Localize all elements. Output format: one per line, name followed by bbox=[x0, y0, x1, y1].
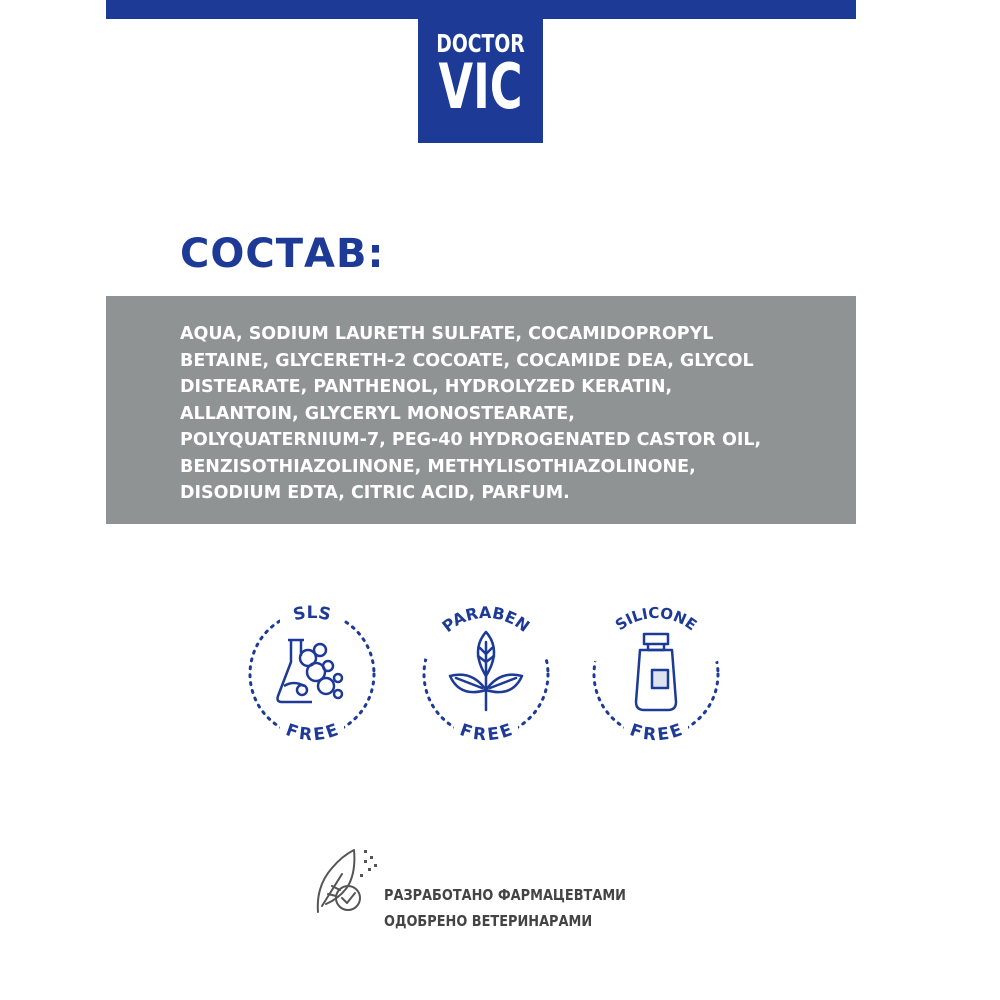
footer-claims bbox=[384, 882, 626, 934]
badge-top-label: PARABEN bbox=[438, 602, 534, 637]
feather-check-icon bbox=[308, 846, 382, 920]
footer-line-pharmacists: РАЗРАБОТАНО ФАРМАЦЕВТАМИ bbox=[384, 886, 626, 904]
ingredients-line: BENZISOTHIAZOLINONE, METHYLISOTHIAZOLINONE, bbox=[180, 456, 696, 477]
brand-logo-line2: VIC bbox=[438, 50, 523, 123]
ingredients-text bbox=[180, 321, 761, 507]
badge-ring bbox=[250, 612, 374, 736]
ingredients-line: POLYQUATERNIUM-7, PEG-40 HYDROGENATED CASTOR OIL, bbox=[180, 430, 762, 450]
ingredients-line: ALLANTOIN, GLYCERYL MONOSTEARATE, bbox=[180, 403, 575, 424]
flask-bubbles-icon bbox=[278, 640, 343, 702]
silicone-free-badge bbox=[580, 598, 732, 750]
brand-logo bbox=[418, 0, 543, 143]
leaves-icon bbox=[450, 632, 522, 710]
ingredients-line: BETAINE, GLYCERETH-2 COCOATE, COCAMIDE DEA, GLYCOL bbox=[180, 350, 754, 371]
brand-logo-line1: DOCTOR bbox=[436, 29, 525, 58]
footer-line-veterinarians: ОДОБРЕНО ВЕТЕРИНАРАМИ bbox=[384, 912, 593, 930]
paraben-free-badge bbox=[410, 598, 562, 750]
ingredients-line: DISTEARATE, PANTHENOL, HYDROLYZED KERATIN, bbox=[180, 377, 673, 397]
tube-icon bbox=[636, 634, 676, 710]
composition-heading: СОСТАВ: bbox=[180, 231, 385, 277]
badge-top-label: SLS bbox=[291, 603, 333, 626]
ingredients-panel bbox=[106, 296, 856, 524]
ingredients-line: DISODIUM EDTA, CITRIC ACID, PARFUM. bbox=[180, 483, 570, 503]
badge-bottom-label: FREE bbox=[283, 720, 341, 746]
badge-bottom-label: FREE bbox=[457, 720, 515, 746]
ingredients-line: AQUA, SODIUM LAURETH SULFATE, COCAMIDOPROPYL bbox=[180, 324, 714, 344]
badge-top-label: SILICONE bbox=[611, 603, 701, 635]
sls-free-badge bbox=[236, 598, 388, 750]
badge-bottom-label: FREE bbox=[627, 720, 685, 746]
